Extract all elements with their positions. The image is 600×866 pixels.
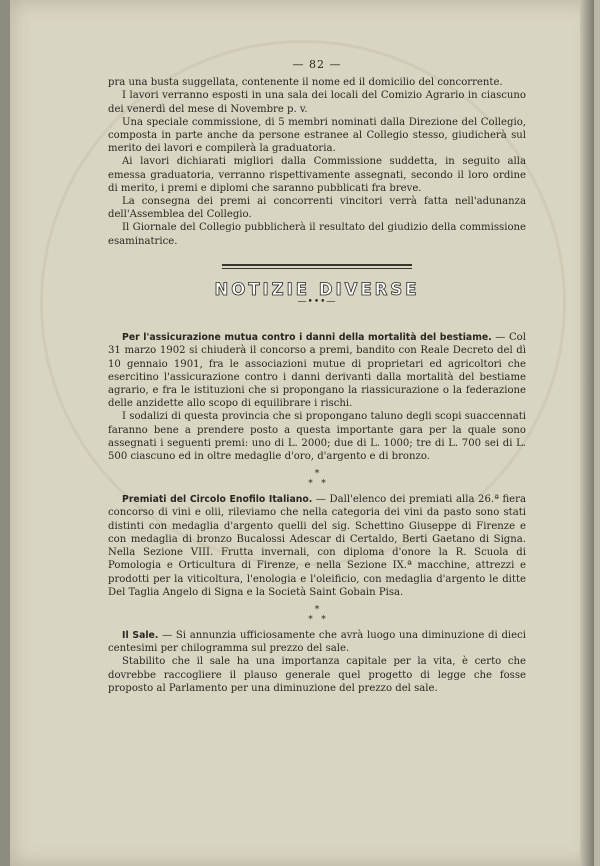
article-text: — Dall'elenco dei premiati alla 26.ª fiera concorso di vini e olii, rileviamo che nella categoria dei vini da pasto sono stati distinti con medaglia d'argento quelli del sig. Schettino Giuseppe di Firenze e con medaglia di bronzo Bucalossi Adescar di Certaldo, Berti Gaetano di Signa. Nella Sezione VIII. Frutta invernali, con diploma d'onore la R. Scuola di Pomologia e Orticultura di Firenze, e nella Sezione IX.ª macchine, attrezzi e prodotti per la viticoltura, l'enologia e l'oleificio, con medaglia d'argento le ditte Del Taglia Angelo di Signa e la Società Saint Gobain Pisa.	[108, 494, 526, 598]
intro-paragraph-1: pra una busta suggellata, contenente il nome ed il domicilio del concorrente.	[108, 77, 503, 89]
article-lead: Per l'assicurazione mutua contro i danni della mortalità del bestiame.	[122, 332, 492, 344]
article-extra: I sodalizi di questa provincia che si propongano taluno degli scopi suaccennati faranno bene a prendere posto a questa importante gara per la quale sono assegnati i seguenti premi: uno di L. 2000; due di L. 1000; tre di L. 700 sei di L. 500 ciascuno ed in oltre medaglie d'oro, d'argento e di bronzo.	[108, 411, 526, 463]
intro-paragraph-4: Ai lavori dichiarati migliori dalla Commissione suddetta, in seguito alla emessa graduatoria, verranno rispettivamente assegnati, secondo il loro ordine di merito, i premi e diplomi che saranno pubblicati fra breve.	[108, 156, 526, 194]
page-number: — 82 —	[292, 58, 342, 71]
page-binding-edge	[580, 0, 594, 866]
intro-paragraph-2: I lavori verranno esposti in una sala dei locali del Comizio Agrario in ciascuno dei venerdì del mese di Novembre p. v.	[108, 90, 526, 115]
article-enophile-circle	[108, 493, 526, 599]
article-text: — Col 31 marzo 1902 si chiuderà il concorso a premi, bandito con Reale Decreto del dì 10 gennaio 1901, fra le associazioni mutue di proprietari ed agricoltori che esercitino l'assicurazione contro i danni derivanti dalla mortalità del bestiame agrario, e fra le istituzioni che si propongano la riassicurazione o la federazione delle anzidette allo scopo di equilibrare i rischi.	[108, 332, 526, 410]
divider-rule-bottom	[222, 268, 412, 269]
article-text: — Si annunzia ufficiosamente che avrà luogo una diminuzione di dieci centesimi per chilogramma sul prezzo del sale.	[108, 629, 526, 655]
section-divider	[222, 264, 412, 269]
divider-rule-top	[222, 264, 412, 266]
intro-paragraph-3: Una speciale commissione, di 5 membri nominati dalla Direzione del Collegio, composta in parte anche da persone estranee al Collegio stesso, giudicherà sul merito dei lavori e compilerà la graduatoria.	[108, 116, 526, 155]
title-flourish: —•••—	[297, 297, 337, 308]
article-lead: Premiati del Circolo Enofilo Italiano.	[122, 494, 313, 506]
article-lead: Il Sale.	[122, 629, 159, 641]
intro-paragraph-5: La consegna dei premi ai concorrenti vincitori verrà fatta nell'adunanza dell'Assemblea del Collegio.	[108, 196, 526, 221]
scan-left-edge	[0, 0, 10, 866]
article-salt	[108, 629, 526, 695]
intro-paragraph-6: Il Giornale del Collegio pubblicherà il resultato del giudizio della commissione esaminatrice.	[108, 222, 526, 247]
article-extra: Stabilito che il sale ha una importanza capitale per la vita, è certo che dovrebbe raccogliere il plauso generale quel progetto di legge che fosse proposto al Parlamento per una diminuzione del prezzo del sale.	[108, 656, 526, 694]
page-content	[108, 58, 526, 695]
article-insurance	[108, 331, 526, 463]
asterism-separator: * * *	[308, 604, 326, 625]
asterism-separator: * * *	[308, 469, 326, 490]
section-title: NOTIZIE DIVERSE	[214, 279, 420, 299]
